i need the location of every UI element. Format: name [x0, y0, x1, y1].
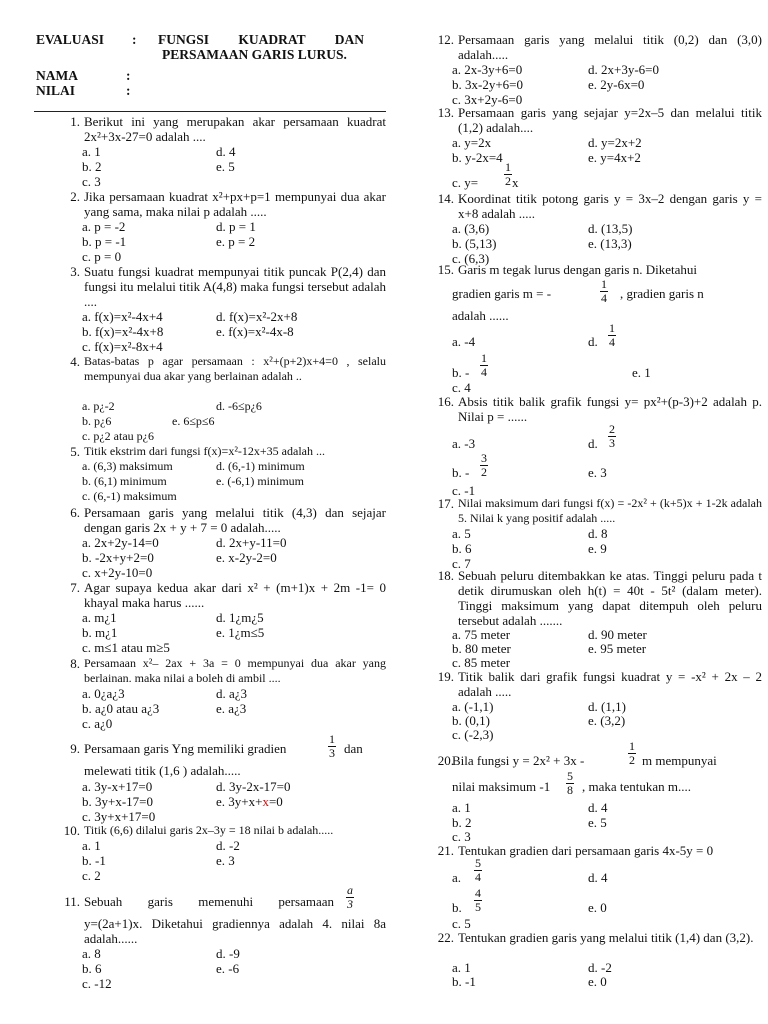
option-c[interactable]: c. a¿0	[82, 716, 113, 731]
option-b[interactable]: b. (0,1)	[452, 713, 490, 728]
question-7	[54, 580, 386, 655]
nama-label: NAMA	[36, 68, 78, 83]
question-text-2: m mempunyai	[642, 753, 717, 768]
option-b-fraction: $\frac{4}{5}$	[475, 886, 481, 914]
question-text-2: gradien garis m = -	[452, 286, 552, 301]
option-b[interactable]: b. -1	[82, 853, 106, 868]
option-b[interactable]: b. -2x+y+2=0	[82, 550, 154, 565]
question-text: Suatu fungsi kuadrat mempunyai titik puncak P(2,4) dan fungsi itu melalui titik A(4,8) maka fungsi tersebut adalah ....	[84, 264, 386, 309]
question-text-3: melewati titik (1,6 ) adalah.....	[84, 763, 241, 778]
document-header	[36, 32, 366, 98]
question-4	[54, 354, 386, 444]
option-a[interactable]: a. m¿1	[82, 610, 117, 625]
question-16	[428, 394, 762, 498]
question-3	[54, 264, 386, 354]
option-b[interactable]: b. -1	[452, 974, 476, 989]
option-d[interactable]: d. 90 meter	[588, 627, 647, 642]
option-d[interactable]: d. 3y-2x-17=0	[216, 779, 291, 794]
option-d[interactable]: d. (1,1)	[588, 699, 626, 714]
question-number: 13.	[437, 105, 454, 120]
question-number: 22.	[437, 930, 454, 945]
option-b[interactable]: b. -	[452, 365, 470, 380]
option-b[interactable]: b. p = -1	[82, 234, 127, 249]
question-number: 21.	[437, 843, 454, 858]
option-a[interactable]: a. 0¿a¿3	[82, 686, 125, 701]
question-text-2: dan	[344, 741, 363, 756]
question-number: 1.	[70, 114, 80, 129]
option-e[interactable]: e. 5	[216, 159, 235, 174]
nilai-label: NILAI	[36, 83, 76, 98]
option-b[interactable]: b. 3x-2y+6=0	[452, 77, 523, 92]
option-e[interactable]: e. p = 2	[216, 234, 256, 249]
option-a[interactable]: a. -4	[452, 334, 476, 349]
header-divider	[34, 111, 386, 112]
option-b[interactable]: b. 2	[82, 159, 102, 174]
option-e[interactable]: e. x-2y-2=0	[216, 550, 277, 565]
one-quarter-fraction: $\frac{1}{4}$	[601, 277, 607, 305]
question-10	[54, 823, 386, 883]
option-c[interactable]: c. 2	[82, 868, 101, 883]
option-c[interactable]: c. -12	[82, 976, 112, 991]
option-b[interactable]: b. 3y+x-17=0	[82, 794, 153, 809]
option-e[interactable]: e. 2y-6x=0	[588, 77, 645, 92]
option-e[interactable]: e. 3	[588, 465, 607, 480]
option-c[interactable]: c. p¿2 atau p¿6	[82, 429, 154, 443]
option-d[interactable]: d. -6≤p¿6	[216, 399, 262, 413]
question-17	[428, 496, 762, 571]
option-d[interactable]: d. p = 1	[216, 219, 256, 234]
option-e[interactable]: e. y=4x+2	[588, 150, 641, 165]
option-d[interactable]: d. (13,5)	[588, 221, 633, 236]
option-b[interactable]: b. 2	[452, 815, 472, 830]
option-d-fraction: $\frac{2}{3}$	[609, 422, 615, 450]
question-number: 8.	[70, 656, 80, 671]
option-b[interactable]: b. (5,13)	[452, 236, 497, 251]
question-text: Nilai maksimum dari fungsi f(x) = -2x² + (k+5)x + 1-2k adalah 5. Nilai k yang positif adalah .....	[458, 496, 762, 525]
option-a[interactable]: a. 75 meter	[452, 627, 511, 642]
question-15	[428, 262, 762, 394]
question-13	[428, 105, 762, 191]
option-b[interactable]: b. 6	[452, 541, 472, 556]
option-a[interactable]: a. 8	[82, 946, 101, 961]
question-12	[428, 32, 762, 107]
option-b[interactable]: b. 6	[82, 961, 102, 976]
question-number: 10.	[63, 823, 80, 838]
option-e[interactable]: e. 0	[588, 974, 607, 989]
question-number: 17.	[437, 496, 454, 511]
question-text: Persamaan garis yang melalui titik (0,2) dan (3,0) adalah.....	[458, 32, 762, 62]
option-e[interactable]: e. 6≤p≤6	[172, 414, 215, 428]
question-number: 19.	[437, 669, 454, 684]
question-number: 5.	[70, 444, 80, 459]
option-e[interactable]: e. 9	[588, 541, 607, 556]
question-text: Berikut ini yang merupakan akar persamaan kuadrat 2x²+3x-27=0 adalah ....	[84, 114, 386, 144]
option-a[interactable]: a. 1	[82, 144, 101, 159]
question-number: 7.	[70, 580, 80, 595]
option-e[interactable]: e. (13,3)	[588, 236, 632, 251]
option-d[interactable]: d. 1¿m¿5	[216, 610, 264, 625]
option-d[interactable]: d. 8	[588, 526, 608, 541]
option-a[interactable]: a. 2x+2y-14=0	[82, 535, 159, 550]
option-c[interactable]: c. -1	[452, 483, 476, 498]
header-topic-line1: FUNGSI KUADRAT DAN	[158, 32, 364, 47]
option-d[interactable]: d. 4	[588, 870, 608, 885]
header-colon: :	[132, 32, 137, 47]
question-number: 16.	[437, 394, 454, 409]
gradient-fraction: $\frac{1}{3}$	[329, 732, 335, 760]
header-title-label: EVALUASI	[36, 32, 105, 47]
question-text: Titik (6,6) dilalui garis 2x–3y = 18 nilai b adalah.....	[84, 823, 334, 837]
one-half-fraction: $\frac{1}{2}$	[629, 739, 635, 767]
option-e[interactable]: e. 1¿m≤5	[216, 625, 265, 640]
option-e[interactable]: e. 0	[588, 900, 607, 915]
option-e[interactable]: e. 3y+x+x=0	[216, 794, 283, 809]
option-b[interactable]: b. a¿0 atau a¿3	[82, 701, 160, 716]
question-text: Bila fungsi y = 2x² + 3x -	[452, 753, 585, 768]
option-c[interactable]: c. 3	[82, 174, 101, 189]
question-text: Titik ekstrim dari fungsi f(x)=x²-12x+35 adalah ...	[84, 444, 325, 458]
option-e[interactable]: e. a¿3	[216, 701, 247, 716]
option-a[interactable]: a. 3y-x+17=0	[82, 779, 153, 794]
question-11	[54, 884, 386, 992]
question-number: 6.	[70, 505, 80, 520]
question-text: Jika persamaan kuadrat x²+px+p=1 mempunyai dua akar yang sama, maka nilai p adalah .....	[84, 189, 386, 219]
question-text-4: , maka tentukan m....	[582, 779, 692, 794]
question-text-3: nilai maksimum -1	[452, 779, 551, 794]
question-number: 18.	[437, 568, 454, 583]
question-20	[428, 740, 762, 844]
question-number: 15.	[437, 262, 454, 277]
question-9	[54, 733, 386, 823]
option-a[interactable]: a. y=2x	[452, 135, 492, 150]
option-c[interactable]: c. (6,-1) maksimum	[82, 489, 177, 503]
option-d-fraction: $\frac{1}{4}$	[609, 321, 615, 349]
option-a[interactable]: a. (-1,1)	[452, 699, 494, 714]
option-c[interactable]: c. (6,3)	[452, 251, 490, 266]
option-c[interactable]: c. m≤1 atau m≥5	[82, 640, 170, 655]
question-text: Koordinat titik potong garis y = 3x–2 dengan garis y = x+8 adalah .....	[458, 191, 762, 221]
option-e[interactable]: e. (-6,1) minimum	[216, 474, 304, 488]
option-d[interactable]: d. (6,-1) minimum	[216, 459, 305, 473]
a-over-3-fraction: $\frac{a}{3}$	[347, 883, 353, 911]
question-number: 3.	[70, 264, 80, 279]
five-eighths-fraction: $\frac{5}{8}$	[567, 769, 573, 797]
question-number: 20.	[437, 753, 454, 768]
option-d[interactable]: d. -2	[216, 838, 240, 853]
option-c[interactable]: c. 4	[452, 380, 471, 395]
question-text-3: , gradien garis n	[620, 286, 704, 301]
question-6	[54, 505, 386, 580]
question-text: Absis titik balik grafik fungsi y= px²+(p-3)+2 adalah p. Nilai p = ......	[458, 394, 762, 424]
option-d[interactable]: d. -2	[588, 960, 612, 975]
question-text: Persamaan garis Yng memiliki gradien	[84, 741, 287, 756]
option-e[interactable]: e. f(x)=x²-4x-8	[216, 324, 294, 339]
option-e[interactable]: e. -6	[216, 961, 240, 976]
option-a[interactable]: a. -3	[452, 436, 476, 451]
option-a[interactable]: a. 2x-3y+6=0	[452, 62, 523, 77]
nama-colon: :	[126, 68, 131, 83]
option-b-fraction: $\frac{3}{2}$	[481, 451, 487, 479]
option-e[interactable]: e. (3,2)	[588, 713, 626, 728]
question-text: Persamaan garis yang sejajar y=2x–5 dan melalui titik (1,2) adalah....	[458, 105, 762, 135]
option-b-fraction: $\frac{1}{4}$	[481, 351, 487, 379]
option-c[interactable]: c. 5	[452, 916, 471, 931]
option-d[interactable]: d. 2x+3y-6=0	[588, 62, 659, 77]
option-a[interactable]: a. 1	[452, 800, 471, 815]
question-number: 4.	[70, 354, 80, 369]
option-b[interactable]: b. m¿1	[82, 625, 118, 640]
question-number: 14.	[437, 191, 454, 206]
option-b[interactable]: b. -	[452, 465, 470, 480]
question-21	[428, 843, 762, 931]
option-b[interactable]: b.	[452, 900, 462, 915]
option-d[interactable]: d. 4	[216, 144, 236, 159]
option-d[interactable]: d. 4	[588, 800, 608, 815]
question-number: 9.	[70, 741, 80, 756]
question-text: Tentukan gradien dari persamaan garis 4x-5y = 0	[458, 843, 714, 858]
option-c[interactable]: c. 85 meter	[452, 655, 511, 670]
question-22	[428, 930, 762, 992]
question-5	[54, 444, 386, 504]
option-a[interactable]: a. (3,6)	[452, 221, 490, 236]
option-b[interactable]: b. f(x)=x²-4x+8	[82, 324, 164, 339]
option-a[interactable]: a. p = -2	[82, 219, 126, 234]
nilai-colon: :	[126, 83, 131, 98]
option-c[interactable]: c. p = 0	[82, 249, 122, 264]
option-a[interactable]: a.	[452, 870, 462, 885]
option-b[interactable]: b. 80 meter	[452, 641, 511, 656]
option-d[interactable]: d. -9	[216, 946, 240, 961]
question-14	[428, 191, 762, 266]
option-a[interactable]: a. (6,3) maksimum	[82, 459, 173, 473]
option-c[interactable]: c. y=	[452, 175, 479, 190]
question-18	[428, 568, 762, 670]
option-a[interactable]: a. p¿-2	[82, 399, 115, 413]
question-text: Agar supaya kedua akar dari x² + (m+1)x + 2m -1= 0 khayal maka harus ......	[84, 580, 386, 610]
question-text: Persamaan x²– 2ax + 3a = 0 mempunyai dua akar yang berlainan. maka nilai a boleh di ambil ....	[84, 656, 386, 685]
option-e[interactable]: e. 1	[632, 365, 651, 380]
question-2	[54, 189, 386, 264]
option-a[interactable]: a. 1	[82, 838, 101, 853]
option-d[interactable]: d. y=2x+2	[588, 135, 642, 150]
option-e[interactable]: e. 5	[588, 815, 607, 830]
question-number: 12.	[437, 32, 454, 47]
question-text: Batas-batas p agar persamaan : x²+(p+2)x+4=0 , selalu mempunyai dua akar yang berlainan adalah ..	[84, 354, 386, 383]
option-c[interactable]: c. 3x+2y-6=0	[452, 92, 523, 107]
option-d[interactable]: d.	[588, 334, 598, 349]
option-e[interactable]: e. 3	[216, 853, 235, 868]
question-text: Sebuah garis memenuhi persamaan	[84, 894, 334, 909]
option-d[interactable]: d. f(x)=x²-2x+8	[216, 309, 298, 324]
option-c-x: x	[512, 175, 519, 190]
option-d[interactable]: d.	[588, 436, 598, 451]
option-c[interactable]: c. f(x)=x²-8x+4	[82, 339, 163, 354]
option-d[interactable]: d. a¿3	[216, 686, 248, 701]
option-a-fraction: $\frac{5}{4}$	[475, 856, 481, 884]
option-c[interactable]: c. 7	[452, 556, 471, 571]
question-text: Persamaan garis yang melalui titik (4,3) dan sejajar dengan garis 2x + y + 7 = 0 adalah.....	[84, 505, 386, 535]
question-text: Titik balik dari grafik fungsi kuadrat y = -x² + 2x – 2 adalah .....	[458, 669, 762, 699]
question-8	[54, 656, 386, 731]
option-c[interactable]: c. 3	[452, 829, 471, 844]
option-b[interactable]: b. y-2x=4	[452, 150, 503, 165]
option-c[interactable]: c. x+2y-10=0	[82, 565, 153, 580]
question-text: Garis m tegak lurus dengan garis n. Diketahui	[458, 262, 697, 277]
option-e[interactable]: e. 95 meter	[588, 641, 647, 656]
question-number: 11.	[64, 894, 80, 909]
header-topic-line2: PERSAMAAN GARIS LURUS.	[162, 47, 347, 62]
question-1	[54, 114, 386, 189]
option-c[interactable]: c. (-2,3)	[452, 727, 494, 742]
option-c[interactable]: c. 3y+x+17=0	[82, 809, 156, 824]
option-a[interactable]: a. 5	[452, 526, 471, 541]
question-text-4: adalah ......	[452, 308, 509, 323]
question-text: Tentukan gradien garis yang melalui titik (1,4) dan (3,2).	[458, 930, 754, 945]
question-text: Sebuah peluru ditembakkan ke atas. Tinggi peluru pada t detik dirumuskan oleh h(t) = 40t - 5t² (dalam meter). Tinggi maksimum yang dapat ditempuh oleh peluru tersebut adalah .......	[458, 568, 762, 628]
option-b[interactable]: b. (6,1) minimum	[82, 474, 167, 488]
question-19	[428, 669, 762, 744]
question-number: 2.	[70, 189, 80, 204]
option-a[interactable]: a. f(x)=x²-4x+4	[82, 309, 163, 324]
one-half-fraction: $\frac{1}{2}$	[505, 160, 511, 188]
question-text-2: y=(2a+1)x. Diketahui gradiennya adalah 4. nilai 8a adalah......	[84, 916, 386, 946]
option-d[interactable]: d. 2x+y-11=0	[216, 535, 287, 550]
option-a[interactable]: a. 1	[452, 960, 471, 975]
option-b[interactable]: b. p¿6	[82, 414, 112, 428]
